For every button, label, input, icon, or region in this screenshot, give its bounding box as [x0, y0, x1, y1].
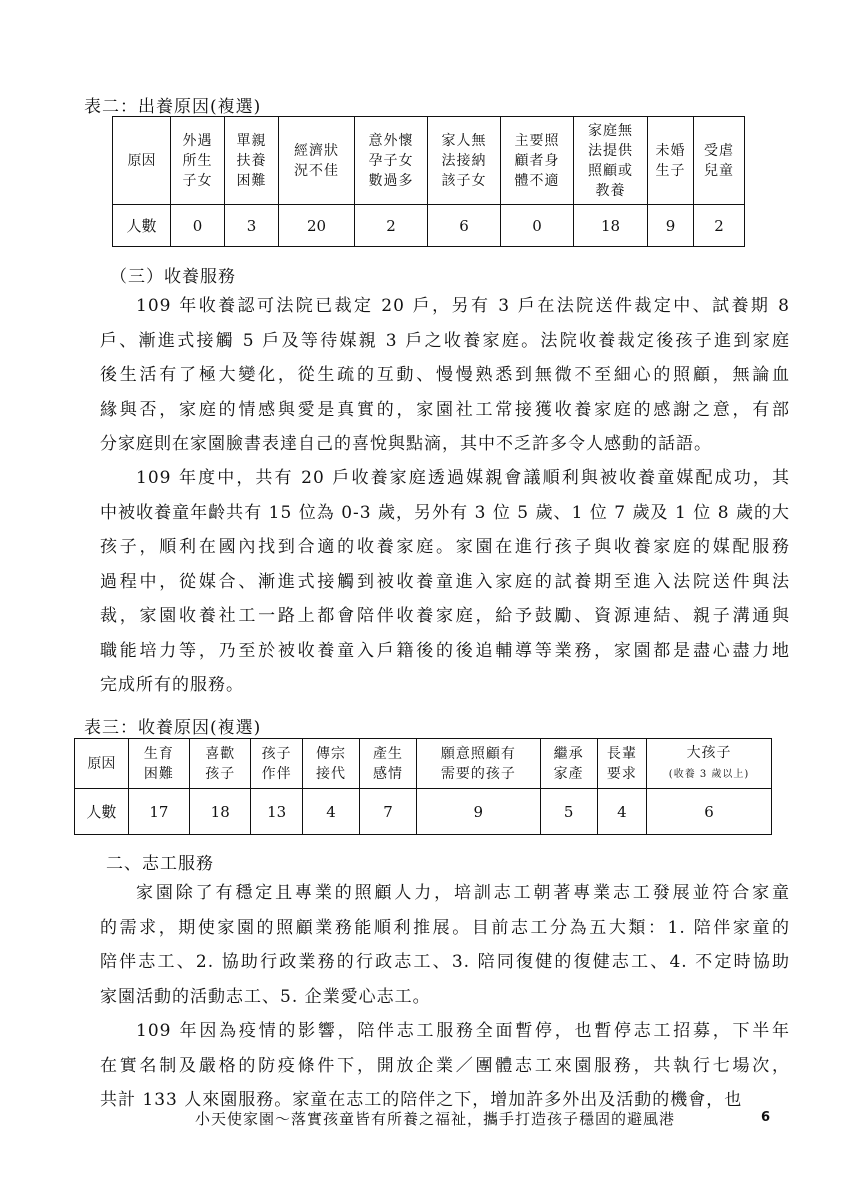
- table2-count-cell: 0: [501, 205, 574, 247]
- section-heading-volunteer: 二、志工服務: [106, 854, 214, 874]
- table3-col-header-line: (收養 3 歲以上): [668, 768, 750, 780]
- table3-count-cell: 9: [416, 789, 540, 835]
- table3-col-header-line: 願意照顧有: [440, 745, 516, 762]
- table3-col-header-line: 家產: [553, 765, 584, 782]
- table3-col-header: [359, 739, 416, 789]
- table2-title: 表二：出養原因(複選): [84, 97, 262, 117]
- table3-col-header-line: 大孩子: [686, 744, 732, 761]
- table2-col-header-line: 困難: [236, 172, 267, 189]
- paragraph-line: 共計 133 人來園服務。家童在志工的陪伴之下，增加許多外出及活動的機會，也: [100, 1090, 743, 1110]
- paragraph-line: 完成所有的服務。: [100, 675, 244, 695]
- table3-col-header: [302, 739, 359, 789]
- table2-col-header-line: 照顧或: [588, 162, 633, 179]
- table3-col-header-line: 困難: [143, 765, 174, 782]
- table3-col-header-line: 接代: [315, 765, 346, 782]
- table3-col-header: [128, 739, 189, 789]
- table3-count-cell: 18: [190, 789, 251, 835]
- table2-col-header-line: 法提供: [588, 142, 633, 159]
- table2-col-header: [225, 117, 279, 205]
- table2-col-header: [501, 117, 574, 205]
- table3-col-header: [416, 739, 540, 789]
- table2-col-header: [694, 117, 745, 205]
- table2-count-cell: 2: [355, 205, 428, 247]
- paragraph-line: 的需求，期使家園的照顧業務能順利推展。目前志工分為五大類：1. 陪伴家童的: [100, 917, 790, 938]
- table3-count-cell: 6: [647, 789, 772, 835]
- paragraph-line: 緣與否，家庭的情感與愛是真實的，家園社工常接獲收養家庭的感謝之意，有部: [100, 399, 790, 420]
- table3-col-header-line: 喜歡: [205, 745, 236, 762]
- table3-row-header: 原因: [75, 739, 129, 789]
- table2-col-header-line: 單親: [236, 132, 267, 149]
- table2-col-header-line: 況不佳: [294, 162, 339, 179]
- table3-col-header-line: 長輩: [606, 745, 637, 762]
- table2-col-header-line: 兒童: [704, 162, 734, 179]
- table2-col-header-line: 扶養: [236, 152, 267, 169]
- table3-col-header: [647, 739, 772, 789]
- table3-count-cell: 4: [597, 789, 646, 835]
- page-number: 6: [761, 1110, 771, 1125]
- paragraph-line: 109 年因為疫情的影響，陪伴志工服務全面暫停，也暫停志工招募，下半年: [136, 1021, 790, 1041]
- paragraph-line: 裁，家園收養社工一路上都會陪伴收養家庭，給予鼓勵、資源連結、親子溝通與: [100, 606, 790, 626]
- table2-adoption-out-reasons: [112, 116, 745, 247]
- table2-col-header: [355, 117, 428, 205]
- table3-col-header-line: 要求: [606, 765, 637, 782]
- table2-col-header-line: 受虐: [704, 142, 734, 159]
- section-heading-adoption: （三）收養服務: [110, 267, 236, 287]
- table2-col-header-line: 主要照: [514, 132, 560, 149]
- paragraph-volunteer-types: [100, 876, 790, 1014]
- table2-col-header-line: 法接納: [441, 152, 487, 169]
- table3-col-header-line: 繼承: [553, 745, 584, 762]
- table2-col-header-line: 教養: [595, 182, 626, 199]
- table2-col-header: [574, 117, 648, 205]
- paragraph-line: 109 年度中，共有 20 戶收養家庭透過媒親會議順利與被收養童媒配成功，其: [136, 468, 790, 488]
- paragraph-line: 中被收養童年齡共有 15 位為 0-3 歲，另外有 3 位 5 歲、1 位 7 歲及 1 位 8 歲的大: [100, 502, 790, 523]
- table3-count-cell: 17: [128, 789, 189, 835]
- table3-count-cell: 13: [251, 789, 303, 835]
- table3-count-cell: 7: [359, 789, 416, 835]
- table2-col-header-line: 生子: [655, 162, 686, 179]
- table3-count-cell: 4: [302, 789, 359, 835]
- paragraph-line: 陪伴志工、2. 協助行政業務的行政志工、3. 陪同復健的復健志工、4. 不定時協助: [100, 952, 790, 972]
- table2-col-header-line: 外遇: [182, 132, 213, 149]
- table3-col-header: [190, 739, 251, 789]
- paragraph-adoption-results: [100, 289, 790, 462]
- table3-col-header: [540, 739, 597, 789]
- table2-count-cell: 2: [694, 205, 745, 247]
- table3-col-header-line: 感情: [372, 765, 403, 782]
- paragraph-line: 過程中，從媒合、漸進式接觸到被收養童進入家庭的試養期至進入法院送件與法: [100, 571, 790, 592]
- table3-col-header-line: 孩子: [261, 745, 292, 762]
- table2-col-header-line: 意外懷: [368, 132, 414, 149]
- table2-col-header-line: 經濟狀: [294, 142, 339, 159]
- table2-count-cell: 3: [225, 205, 279, 247]
- paragraph-volunteer-covid: [100, 1014, 790, 1118]
- paragraph-line: 戶、漸進式接觸 5 戶及等待媒親 3 戶之收養家庭。法院收養裁定後孩子進到家庭: [100, 330, 790, 351]
- table3-col-header-line: 需要的孩子: [440, 765, 516, 782]
- table2-col-header-line: 體不適: [514, 172, 560, 189]
- paragraph-line: 109 年收養認可法院已裁定 20 戶，另有 3 戶在法院送件裁定中、試養期 8: [136, 296, 790, 316]
- table2-col-header-line: 孕子女: [368, 152, 414, 169]
- paragraph-line: 後生活有了極大變化，從生疏的互動、慢慢熟悉到無微不至細心的照顧，無論血: [100, 365, 790, 385]
- table2-col-header-line: 家庭無: [588, 122, 633, 139]
- table3-title: 表三：收養原因(複選): [84, 718, 262, 738]
- table2-col-header: [428, 117, 501, 205]
- table3-col-header-line: 傳宗: [315, 745, 346, 762]
- table2-col-header-line: 家人無: [441, 132, 487, 149]
- table3-col-header-line: 產生: [372, 745, 403, 762]
- table2-count-cell: 18: [574, 205, 648, 247]
- table3-col-header: [251, 739, 303, 789]
- table3-col-header-line: 生育: [143, 745, 174, 762]
- table3-adoption-reasons: [74, 738, 772, 835]
- paragraph-line: 分家庭則在家園臉書表達自己的喜悅與點滴，其中不乏許多令人感動的話語。: [100, 434, 712, 454]
- paragraph-line: 家園除了有穩定且專業的照顧人力，培訓志工朝著專業志工發展並符合家童: [136, 883, 790, 903]
- table3-count-cell: 5: [540, 789, 597, 835]
- paragraph-line: 在實名制及嚴格的防疫條件下，開放企業／團體志工來園服務，共執行七場次，: [100, 1055, 790, 1076]
- footer-slogan: 小天使家園～落實孩童皆有所養之福祉，攜手打造孩子穩固的避風港: [195, 1110, 676, 1128]
- paragraph-line: 孩子，順利在國內找到合適的收養家庭。家園在進行孩子與收養家庭的媒配服務: [100, 537, 790, 557]
- table2-col-header-line: 數過多: [368, 172, 414, 189]
- table2-count-cell: 9: [648, 205, 694, 247]
- paragraph-line: 職能培力等，乃至於被收養童入戶籍後的後追輔導等業務，家園都是盡心盡力地: [100, 640, 790, 661]
- table3-col-header-line: 孩子: [205, 765, 236, 782]
- table2-count-header: 人數: [113, 205, 171, 247]
- table3-col-header-line: 作伴: [261, 765, 292, 782]
- table2-col-header: [171, 117, 225, 205]
- table2-col-header: [648, 117, 694, 205]
- table2-count-cell: 6: [428, 205, 501, 247]
- table2-count-cell: 20: [279, 205, 355, 247]
- table3-col-header: [597, 739, 646, 789]
- table2-col-header-line: 子女: [182, 172, 213, 189]
- table2-row-header: 原因: [113, 117, 171, 205]
- paragraph-line: 家園活動的活動志工、5. 企業愛心志工。: [100, 986, 431, 1007]
- paragraph-adoption-matching: [100, 461, 790, 703]
- table2-col-header-line: 該子女: [441, 172, 487, 189]
- table2-col-header-line: 顧者身: [514, 152, 560, 169]
- table2-col-header-line: 未婚: [655, 142, 686, 159]
- table2-col-header: [279, 117, 355, 205]
- table2-col-header-line: 所生: [182, 152, 213, 169]
- table2-count-cell: 0: [171, 205, 225, 247]
- table3-count-header: 人數: [75, 789, 129, 835]
